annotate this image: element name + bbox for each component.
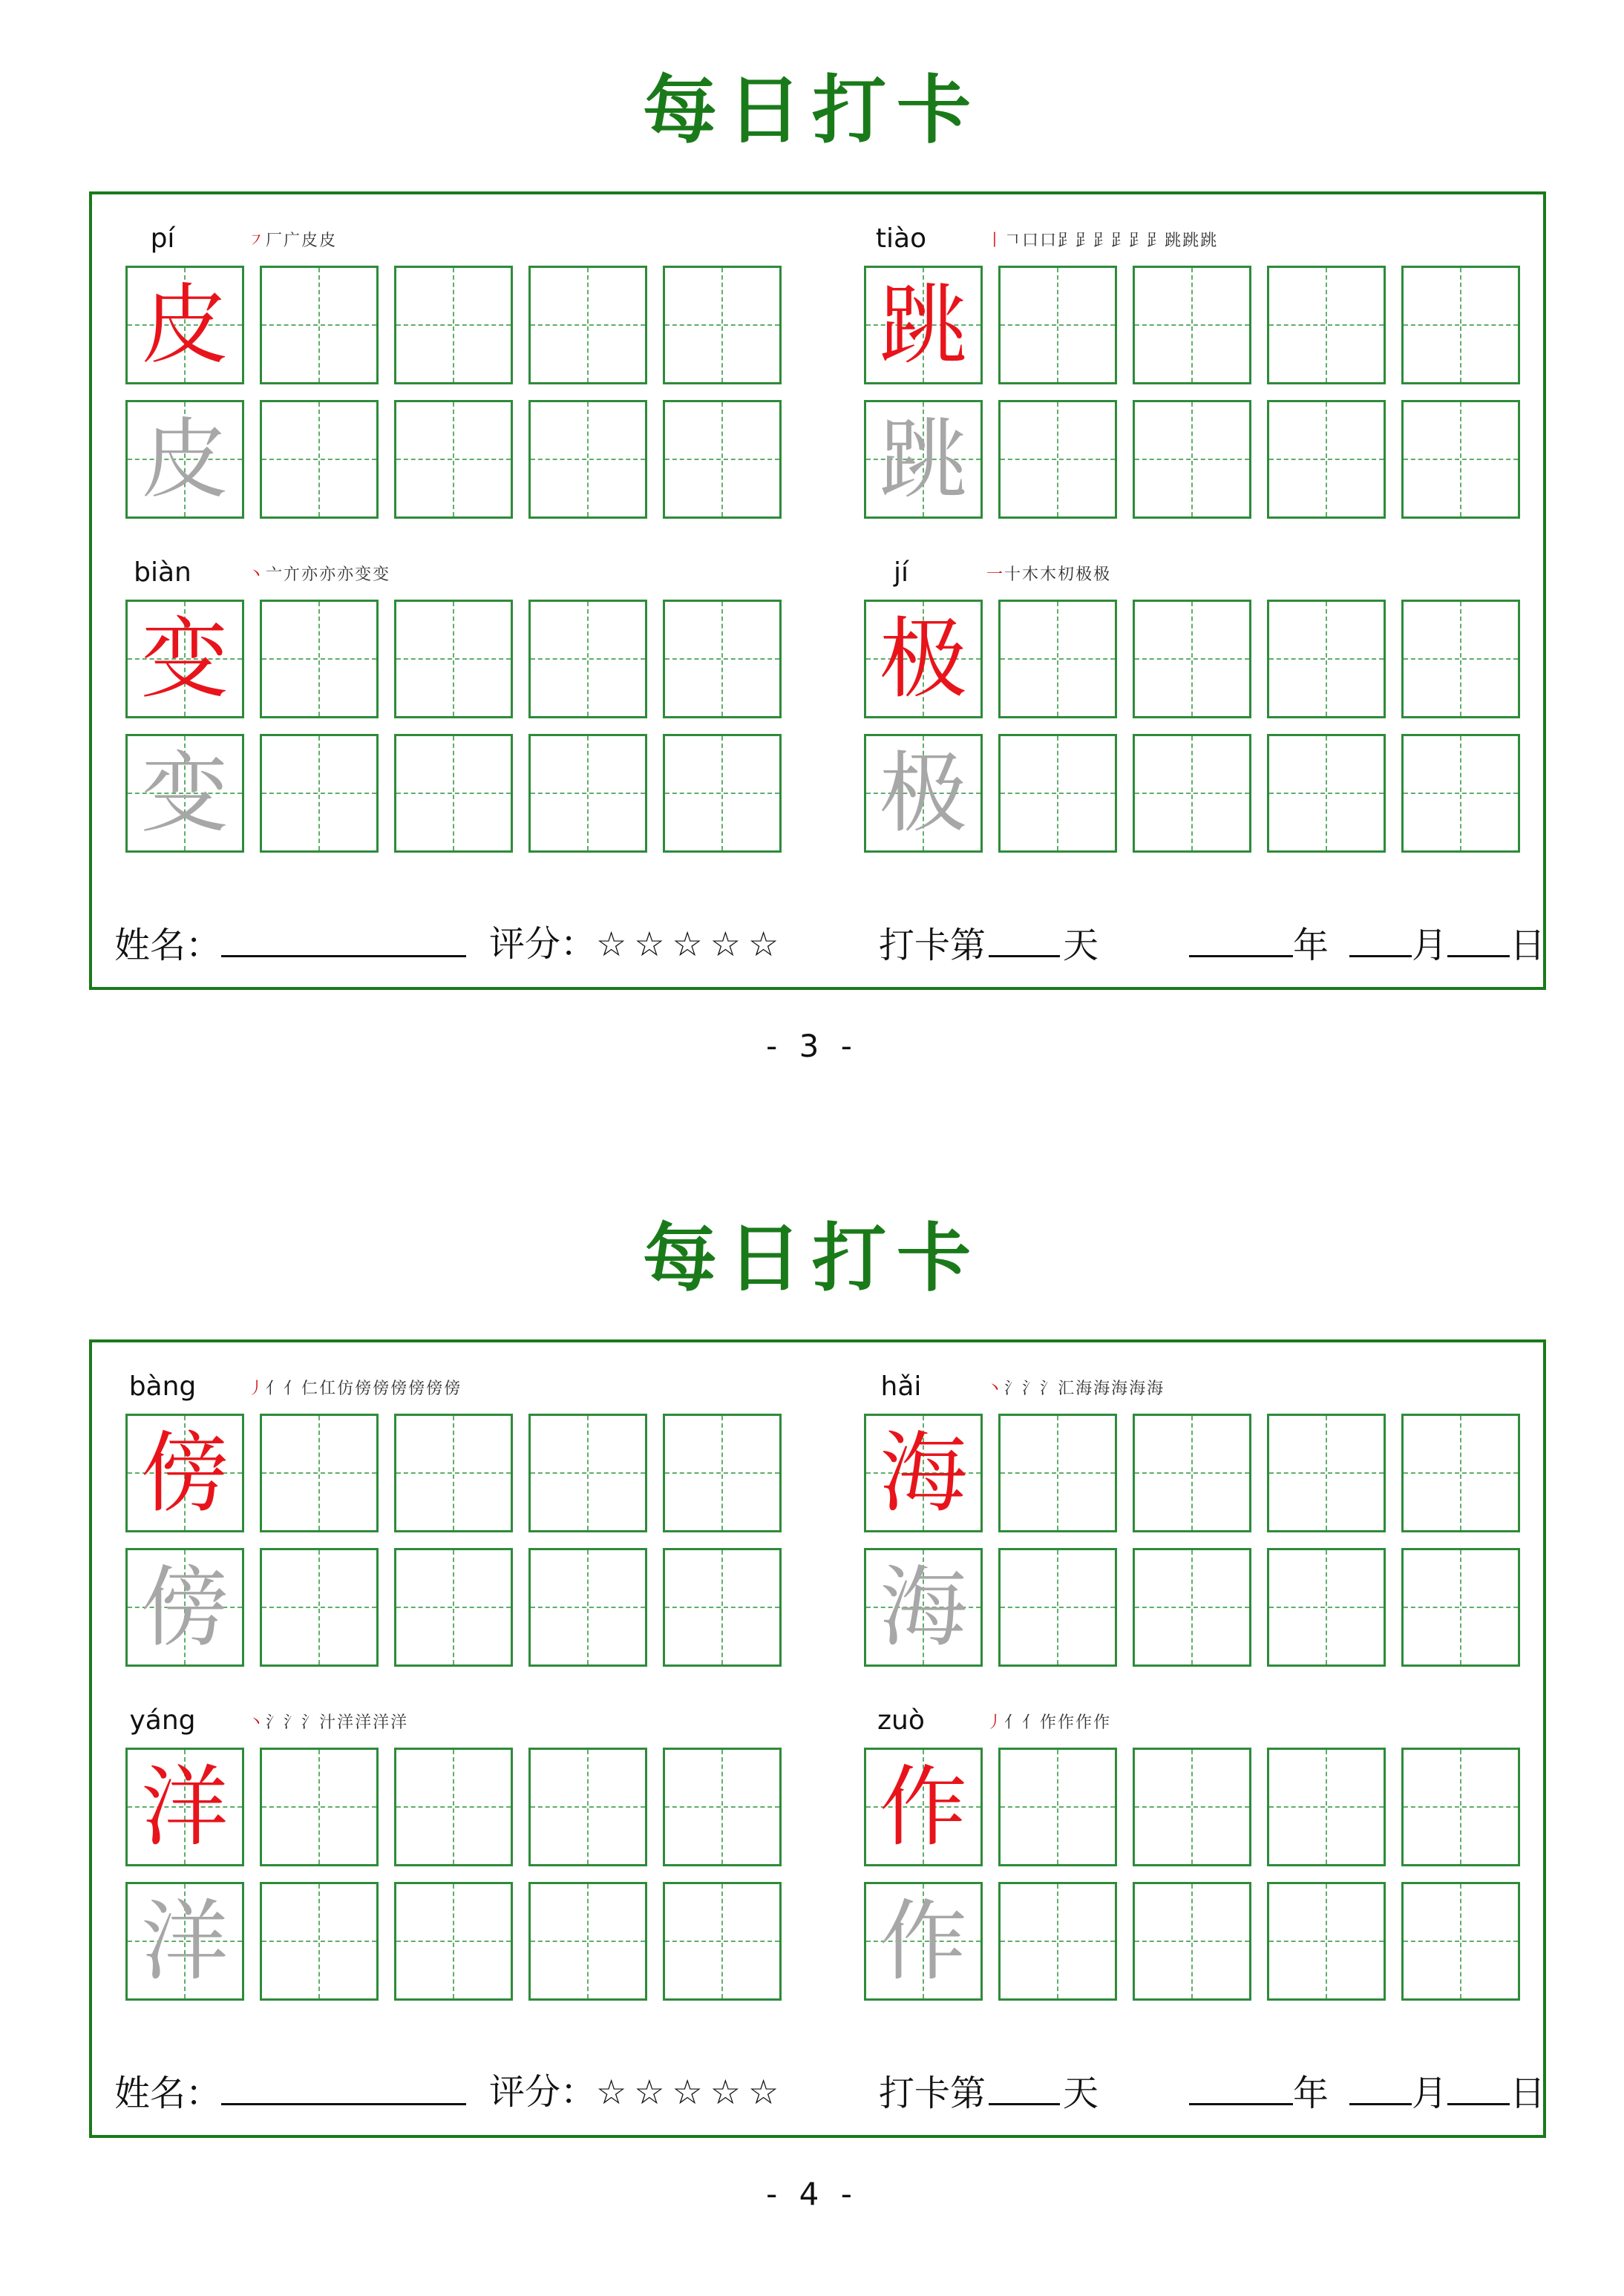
stroke-step: 仿 [337,1380,354,1398]
writing-grid-box[interactable] [1133,1548,1251,1667]
stroke-step: 海 [1111,1380,1128,1398]
writing-grid-box[interactable] [998,1548,1117,1667]
writing-grid-box[interactable] [125,734,244,853]
writing-grid-box[interactable] [663,400,782,519]
writing-grid-box[interactable] [1133,1414,1251,1532]
writing-grid-box[interactable] [864,400,983,519]
day-suffix: 天 [1063,2073,1099,2114]
writing-grid-box[interactable] [528,1548,647,1667]
writing-grid-box[interactable] [663,1748,782,1866]
model-character: 变 [140,608,229,710]
date-label: 日 [1510,2073,1546,2114]
character-block [125,558,793,855]
model-row [125,266,782,384]
stroke-order [986,1712,1111,1734]
writing-grid-box[interactable] [125,266,244,384]
stroke-step: 十 [1004,565,1021,584]
stroke-step: 氵 [1040,1380,1057,1398]
writing-grid-box[interactable] [998,1882,1117,2001]
trace-row [864,1548,1520,1667]
model-row [864,1414,1520,1532]
score-field [489,918,786,970]
stroke-step: ㇇ [248,232,265,250]
trace-character: 海 [879,1556,967,1659]
trace-row [125,1882,782,2001]
month-label: 月 [1412,2073,1448,2114]
stroke-step: 作 [1058,1713,1075,1732]
writing-grid-box[interactable] [528,600,647,718]
trace-row [125,734,782,853]
stroke-step: 𧾷 [1111,232,1128,250]
stroke-step: 厂 [266,232,283,250]
writing-grid-box[interactable] [260,600,379,718]
writing-grid-box[interactable] [260,400,379,519]
writing-grid-box[interactable] [394,600,513,718]
stroke-step: 作 [1093,1713,1110,1732]
pinyin-label: jí [893,557,908,588]
pinyin-label: bàng [128,1371,197,1402]
writing-grid-box[interactable] [394,266,513,384]
stroke-order [248,1378,462,1400]
stroke-step: 𧾷 [1129,232,1146,250]
stroke-step: 傍 [444,1380,461,1398]
writing-grid-box[interactable] [1133,600,1251,718]
stroke-order [248,564,390,586]
character-block [864,558,1532,855]
writing-grid-box[interactable] [528,1414,647,1532]
stroke-step: 汇 [1058,1380,1075,1398]
writing-grid-box[interactable] [260,734,379,853]
score-label: 评分： [489,2071,597,2113]
day-input-line[interactable] [989,918,1060,957]
date-input-line[interactable] [1447,2066,1510,2105]
stroke-step: 洋 [373,1713,390,1732]
character-block [125,1706,793,2003]
writing-grid-box[interactable] [125,400,244,519]
model-row [864,600,1520,718]
writing-grid-box[interactable] [1267,1882,1386,2001]
score-label: 评分： [489,923,597,965]
writing-grid-box[interactable] [864,734,983,853]
writing-grid-box[interactable] [260,1414,379,1532]
stroke-step: 仁 [301,1380,318,1398]
stroke-step: 氵 [1004,1380,1021,1398]
stroke-step: 跳 [1182,232,1199,250]
writing-grid-box[interactable] [1133,734,1251,853]
stroke-order [986,564,1111,586]
stroke-step: 氵 [301,1713,318,1732]
writing-grid-box[interactable] [663,1882,782,2001]
writing-grid-box[interactable] [1401,1748,1520,1866]
checkin-day-field [879,918,1099,971]
rating-stars[interactable]: ☆☆☆☆☆ [596,924,787,964]
stroke-step: 亻 [1004,1713,1021,1732]
stroke-step: 丿 [986,1713,1003,1732]
stroke-order [986,230,1218,252]
date-field [1189,2066,1545,2119]
stroke-step: 变 [373,565,390,584]
stroke-step: 𧾷 [1075,232,1093,250]
writing-grid-box[interactable] [998,600,1117,718]
writing-grid-box[interactable] [528,400,647,519]
writing-grid-box[interactable] [260,1882,379,2001]
model-row [125,1414,782,1532]
writing-grid-box[interactable] [125,600,244,718]
page-title: 每日打卡 [643,66,981,154]
stroke-step: 亦 [301,565,318,584]
practice-card [89,1339,1546,2138]
writing-grid-box[interactable] [1267,1548,1386,1667]
day-input-line[interactable] [989,2066,1060,2105]
stroke-step: 洋 [355,1713,372,1732]
writing-grid-box[interactable] [528,1882,647,2001]
stroke-step: 极 [1075,565,1093,584]
pinyin-label: tiào [875,223,927,254]
stroke-step: 亦 [337,565,354,584]
trace-character: 变 [140,742,229,844]
writing-grid-box[interactable] [663,266,782,384]
writing-grid-box[interactable] [1133,266,1251,384]
writing-grid-box[interactable] [998,266,1117,384]
model-character: 跳 [879,274,967,376]
writing-grid-box[interactable] [864,600,983,718]
writing-grid-box[interactable] [864,1882,983,2001]
stroke-order [248,230,337,252]
stroke-step: 跳 [1165,232,1182,250]
model-character: 傍 [140,1422,229,1524]
stroke-order [248,1712,408,1734]
name-label: 姓名： [114,925,222,966]
month-input-line[interactable] [1349,2066,1412,2105]
stroke-order [986,1378,1165,1400]
pinyin-label: hǎi [880,1371,922,1402]
stroke-step: 亠 [266,565,283,584]
card-footer [114,2066,1546,2118]
model-character: 洋 [140,1756,229,1858]
writing-grid-box[interactable] [864,266,983,384]
stroke-step: 𠃍 [1004,232,1021,250]
stroke-step: 洋 [390,1713,407,1732]
stroke-step: 朷 [1058,565,1075,584]
stroke-step: 变 [355,565,372,584]
writing-grid-box[interactable] [1401,266,1520,384]
page-title: 每日打卡 [643,1214,981,1302]
date-input-line[interactable] [1447,918,1510,957]
trace-row [864,734,1520,853]
writing-grid-box[interactable] [125,1882,244,2001]
writing-grid-box[interactable] [1401,1548,1520,1667]
stroke-step: 丨 [986,232,1003,250]
year-label: 年 [1293,925,1329,966]
stroke-step: 亻 [284,1380,301,1398]
score-field [489,2066,786,2118]
stroke-step: 傍 [355,1380,372,1398]
writing-grid-box[interactable] [998,1748,1117,1866]
page-number: - 4 - [766,2176,858,2212]
writing-grid-box[interactable] [998,1414,1117,1532]
stroke-step: 氵 [266,1713,283,1732]
name-label: 姓名： [114,2073,222,2114]
writing-grid-box[interactable] [528,1748,647,1866]
character-block [125,1372,793,1669]
day-prefix: 打卡第 [879,2073,986,2114]
stroke-step: 亻 [266,1380,283,1398]
stroke-step: 傍 [390,1380,407,1398]
writing-grid-box[interactable] [1267,600,1386,718]
stroke-step: 海 [1129,1380,1146,1398]
stroke-step: 亣 [284,565,301,584]
stroke-step: 皮 [319,232,336,250]
card-footer [114,918,1546,970]
year-input-line[interactable] [1189,918,1293,957]
name-field [114,918,466,971]
writing-grid-box[interactable] [528,266,647,384]
model-row [864,1748,1520,1866]
day-suffix: 天 [1063,925,1099,966]
stroke-step: 丿 [248,1380,265,1398]
writing-grid-box[interactable] [1401,600,1520,718]
writing-grid-box[interactable] [864,1414,983,1532]
trace-row [864,400,1520,519]
writing-grid-box[interactable] [394,400,513,519]
checkin-day-field [879,2066,1099,2119]
trace-character: 傍 [140,1556,229,1659]
stroke-step: 海 [1075,1380,1093,1398]
stroke-step: 一 [986,565,1003,584]
writing-grid-box[interactable] [864,1548,983,1667]
writing-grid-box[interactable] [1133,1882,1251,2001]
character-block [864,224,1532,521]
model-character: 海 [879,1422,967,1524]
trace-character: 洋 [140,1890,229,1992]
model-row [864,266,1520,384]
stroke-step: 木 [1040,565,1057,584]
trace-character: 跳 [879,408,967,511]
day-prefix: 打卡第 [879,925,986,966]
name-input-line[interactable] [221,2066,466,2105]
trace-character: 作 [879,1890,967,1992]
stroke-step: 皮 [301,232,318,250]
stroke-step: 傍 [408,1380,425,1398]
writing-grid-box[interactable] [260,1548,379,1667]
writing-grid-box[interactable] [998,734,1117,853]
writing-grid-box[interactable] [394,1882,513,2001]
name-field [114,2066,466,2119]
stroke-step: 海 [1093,1380,1110,1398]
stroke-step: 口 [1040,232,1057,250]
stroke-step: 广 [284,232,301,250]
character-block [864,1372,1532,1669]
stroke-step: 亻 [1022,1713,1039,1732]
stroke-step: 丶 [248,1713,265,1732]
writing-grid-box[interactable] [663,734,782,853]
character-block [125,224,793,521]
writing-grid-box[interactable] [1133,1748,1251,1866]
stroke-step: 洋 [337,1713,354,1732]
pinyin-label: biàn [134,557,191,588]
pinyin-label: yáng [129,1705,196,1736]
character-block [864,1706,1532,2003]
writing-grid-box[interactable] [1267,1414,1386,1532]
writing-grid-box[interactable] [1401,1414,1520,1532]
writing-grid-box[interactable] [663,600,782,718]
writing-grid-box[interactable] [1401,1882,1520,2001]
stroke-step: 丶 [986,1380,1003,1398]
writing-grid-box[interactable] [1401,400,1520,519]
writing-grid-box[interactable] [260,266,379,384]
writing-grid-box[interactable] [125,1414,244,1532]
trace-character: 皮 [140,408,229,511]
stroke-step: 𧾷 [1058,232,1075,250]
practice-card [89,191,1546,990]
date-field [1189,918,1545,971]
stroke-step: 海 [1147,1380,1164,1398]
writing-grid-box[interactable] [125,1748,244,1866]
trace-row [864,1882,1520,2001]
writing-grid-box[interactable] [663,1548,782,1667]
stroke-step: 跳 [1200,232,1217,250]
writing-grid-box[interactable] [663,1414,782,1532]
trace-character: 极 [879,742,967,844]
stroke-step: 氵 [284,1713,301,1732]
name-input-line[interactable] [221,918,466,957]
model-row [125,600,782,718]
stroke-step: 木 [1022,565,1039,584]
writing-grid-box[interactable] [394,1748,513,1866]
stroke-step: 亦 [319,565,336,584]
worksheet-page [0,1148,1624,2296]
writing-grid-box[interactable] [394,734,513,853]
pinyin-label: pí [150,223,175,254]
writing-grid-box[interactable] [998,400,1117,519]
month-input-line[interactable] [1349,918,1412,957]
trace-row [125,400,782,519]
writing-grid-box[interactable] [1133,400,1251,519]
stroke-step: 作 [1040,1713,1057,1732]
rating-stars[interactable]: ☆☆☆☆☆ [596,2072,787,2112]
stroke-step: 口 [1022,232,1039,250]
writing-grid-box[interactable] [864,1748,983,1866]
writing-grid-box[interactable] [394,1548,513,1667]
writing-grid-box[interactable] [1267,400,1386,519]
writing-grid-box[interactable] [1267,266,1386,384]
stroke-step: 傍 [373,1380,390,1398]
writing-grid-box[interactable] [260,1748,379,1866]
model-character: 作 [879,1756,967,1858]
stroke-step: 作 [1075,1713,1093,1732]
model-character: 极 [879,608,967,710]
stroke-step: 丶 [248,565,265,584]
writing-grid-box[interactable] [125,1548,244,1667]
date-label: 日 [1510,925,1546,966]
page-number: - 3 - [766,1028,858,1064]
year-label: 年 [1293,2073,1329,2114]
year-input-line[interactable] [1189,2066,1293,2105]
writing-grid-box[interactable] [528,734,647,853]
stroke-step: 𧾷 [1093,232,1110,250]
model-character: 皮 [140,274,229,376]
writing-grid-box[interactable] [1401,734,1520,853]
stroke-step: 傍 [426,1380,443,1398]
stroke-step: 𧾷 [1147,232,1164,250]
writing-grid-box[interactable] [1267,734,1386,853]
writing-grid-box[interactable] [1267,1748,1386,1866]
model-row [125,1748,782,1866]
stroke-step: 汁 [319,1713,336,1732]
writing-grid-box[interactable] [394,1414,513,1532]
pinyin-label: zuò [877,1705,925,1736]
trace-row [125,1548,782,1667]
stroke-step: 极 [1093,565,1110,584]
stroke-step: 仜 [319,1380,336,1398]
month-label: 月 [1412,925,1448,966]
stroke-step: 氵 [1022,1380,1039,1398]
